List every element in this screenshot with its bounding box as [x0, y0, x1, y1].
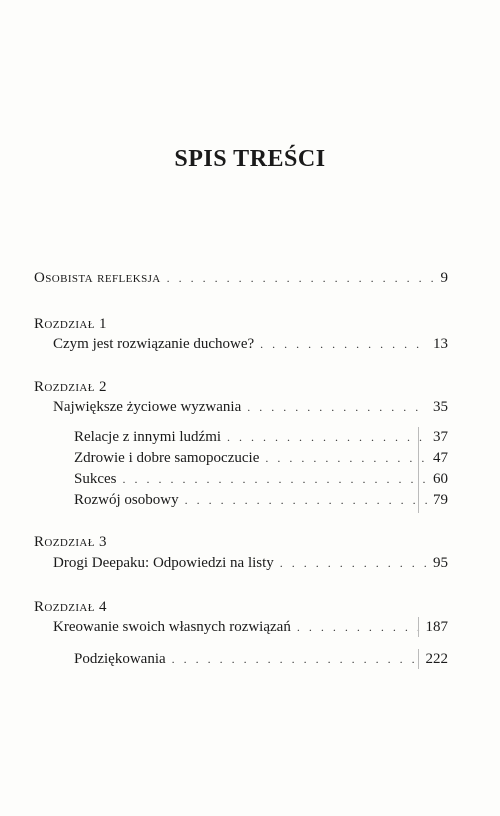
leader-dots: [123, 469, 428, 489]
toc-page-number: 47: [433, 450, 448, 466]
toc-entry-ch4: [53, 617, 448, 637]
chapter-heading-4: Rozdział 4: [34, 599, 107, 615]
toc-entry-label: Zdrowie i dobre samopoczucie: [74, 450, 260, 466]
leader-dots: [260, 334, 427, 354]
toc-entry-refleksja: [34, 268, 448, 288]
toc-page-number: 222: [425, 651, 448, 667]
toc-subentry-sukces: [74, 469, 448, 489]
leader-dots: [265, 448, 427, 468]
leader-dots: [167, 268, 435, 288]
toc-page-number: 13: [433, 336, 448, 352]
toc-entry-label: Największe życiowe wyzwania: [53, 399, 242, 415]
divider: [418, 427, 419, 513]
toc-page-number: 9: [440, 270, 448, 286]
chapter-heading-3: Rozdział 3: [34, 534, 107, 550]
leader-dots: [185, 490, 427, 510]
toc-entry-label: Drogi Deepaku: Odpowiedzi na listy: [53, 555, 274, 571]
toc-entry-label: Rozwój osobowy: [74, 492, 179, 508]
divider: [418, 649, 419, 669]
leader-dots: [280, 553, 427, 573]
toc-entry-thanks: [74, 649, 448, 669]
toc-entry-ch1: [53, 334, 448, 354]
toc-page-number: 60: [433, 471, 448, 487]
leader-dots: [227, 427, 427, 447]
toc-entry-label: Kreowanie swoich własnych rozwiązań: [53, 619, 291, 635]
chapter-heading-1: Rozdział 1: [34, 316, 107, 332]
toc-entry-ch2: [53, 397, 448, 417]
leader-dots: [297, 617, 420, 637]
chapter-heading-2: Rozdział 2: [34, 379, 107, 395]
toc-entry-label: Osobista refleksja: [34, 270, 161, 286]
toc-subentry-relacje: [74, 427, 448, 447]
toc-entry-label: Relacje z innymi ludźmi: [74, 429, 222, 445]
toc-page-number: 95: [433, 555, 448, 571]
toc-subentry-zdrowie: [74, 448, 448, 468]
leader-dots: [172, 649, 420, 669]
toc-entry-ch3: [53, 553, 448, 573]
toc-entry-label: Czym jest rozwiązanie duchowe?: [53, 336, 255, 352]
toc-subentry-rozwoj: [74, 490, 448, 510]
toc-page-number: 187: [425, 619, 448, 635]
toc-page-number: 35: [433, 399, 448, 415]
toc-page-number: 37: [433, 429, 448, 445]
page-title: SPIS TREŚCI: [174, 146, 326, 172]
toc-entry-label: Podziękowania: [74, 651, 166, 667]
leader-dots: [247, 397, 427, 417]
toc-entry-label: Sukces: [74, 471, 117, 487]
toc-page-number: 79: [433, 492, 448, 508]
divider: [418, 617, 419, 637]
